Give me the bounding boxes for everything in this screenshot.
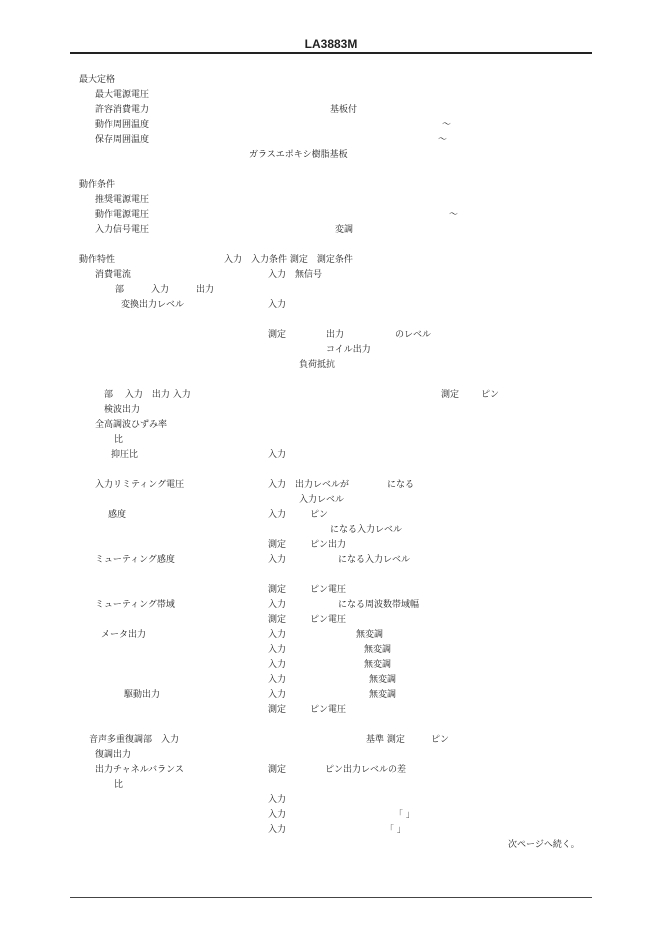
- row-label: 推奨電源電圧: [95, 195, 150, 205]
- section-heading-max-ratings: 最大定格: [79, 75, 116, 85]
- condition-text: コイル出力: [326, 345, 371, 355]
- condition-text: 入力レベル: [299, 495, 345, 505]
- condition-text: 無変調: [369, 675, 397, 685]
- column-headers: 入力 入力条件 測定 測定条件: [224, 255, 353, 265]
- condition-text: 入力: [268, 675, 287, 685]
- row-label: メータ出力: [101, 630, 147, 640]
- row-label: 変換出力レベル: [121, 300, 185, 310]
- condition-text: 測定: [268, 765, 287, 775]
- condition-text: 入力: [268, 300, 287, 310]
- condition-text: 変調: [335, 225, 354, 235]
- row-label: 動作周囲温度: [95, 120, 150, 130]
- condition-text: ピン: [310, 510, 329, 520]
- condition-text: ピン電圧: [310, 705, 347, 715]
- row-label: ミューティング帯域: [95, 600, 175, 610]
- condition-text: 無変調: [364, 645, 392, 655]
- range-symbol: ～: [438, 135, 448, 145]
- row-label: 感度: [108, 510, 127, 520]
- condition-text: 測定: [441, 390, 460, 400]
- condition-text: 入力: [268, 690, 287, 700]
- condition-text: 入力: [268, 645, 287, 655]
- condition-text: 入力: [268, 600, 287, 610]
- subsection-heading: 部 入力 出力: [115, 285, 215, 295]
- subsection-heading: 部 入力 出力 入力: [104, 390, 191, 400]
- condition-text: 入力: [268, 795, 287, 805]
- condition-text: 入力: [268, 510, 287, 520]
- condition-text: になる: [387, 480, 415, 490]
- condition-text: 入力: [268, 825, 287, 835]
- page-title: LA3883M: [304, 37, 358, 51]
- range-symbol: ～: [442, 120, 452, 130]
- condition-text: ピン電圧: [310, 585, 347, 595]
- header-rule: [70, 52, 592, 54]
- condition-text: 測定: [268, 540, 287, 550]
- footnote-text: ガラスエポキシ樹脂基板: [249, 150, 348, 160]
- condition-text: ピン: [431, 735, 450, 745]
- row-label: 比: [114, 780, 124, 790]
- condition-text: になる入力レベル: [338, 555, 411, 565]
- section-heading-operating-conditions: 動作条件: [79, 180, 116, 190]
- row-label: 保存周囲温度: [95, 135, 150, 145]
- condition-text: 負荷抵抗: [299, 360, 336, 370]
- condition-text: 基板付: [330, 105, 358, 115]
- row-label: 入力リミティング電圧: [95, 480, 185, 490]
- row-label: 出力チャネルバランス: [95, 765, 184, 775]
- continued-note: 次ページへ続く。: [508, 840, 580, 850]
- condition-text: 測定: [268, 705, 287, 715]
- condition-text: ピン出力: [310, 540, 347, 550]
- row-label: 入力信号電圧: [95, 225, 150, 235]
- condition-text: になる入力レベル: [330, 525, 403, 535]
- row-label: 消費電流: [95, 270, 132, 280]
- row-label: 動作電源電圧: [95, 210, 150, 220]
- condition-text: 「 」: [385, 825, 406, 835]
- condition-text: 基準 測定: [366, 735, 405, 745]
- row-label: 復調出力: [95, 750, 132, 760]
- row-label: 最大電源電圧: [95, 90, 150, 100]
- condition-text: 入力: [268, 660, 287, 670]
- condition-text: 無変調: [356, 630, 384, 640]
- condition-text: 無変調: [364, 660, 392, 670]
- condition-text: ピン電圧: [310, 615, 347, 625]
- row-label: 抑圧比: [111, 450, 139, 460]
- condition-text: ピン: [481, 390, 500, 400]
- condition-text: 入力: [268, 630, 287, 640]
- condition-text: 測定: [268, 615, 287, 625]
- condition-text: になる周波数帯域幅: [338, 600, 420, 610]
- section-heading-characteristics: 動作特性: [79, 255, 116, 265]
- condition-text: 入力 出力レベルが: [268, 480, 350, 490]
- condition-text: 測定: [268, 585, 287, 595]
- row-label: 検波出力: [104, 405, 141, 415]
- row-label: 比: [114, 435, 124, 445]
- condition-text: 入力: [268, 810, 287, 820]
- condition-text: 「 」: [394, 810, 415, 820]
- footer-rule: [70, 897, 592, 898]
- range-symbol: ～: [449, 210, 459, 220]
- condition-text: 入力: [268, 450, 287, 460]
- condition-text: 入力: [268, 555, 287, 565]
- condition-text: ピン出力レベルの差: [325, 765, 407, 775]
- row-label: 許容消費電力: [95, 105, 150, 115]
- row-label: ミューティング感度: [95, 555, 175, 565]
- condition-text: のレベル: [395, 330, 432, 340]
- row-label: 全高調波ひずみ率: [95, 420, 168, 430]
- row-label: 駆動出力: [124, 690, 161, 700]
- condition-text: 出力: [326, 330, 345, 340]
- condition-text: 入力 無信号: [268, 270, 323, 280]
- condition-text: 無変調: [369, 690, 397, 700]
- subsection-heading: 音声多重復調部 入力: [89, 735, 180, 745]
- condition-text: 測定: [268, 330, 287, 340]
